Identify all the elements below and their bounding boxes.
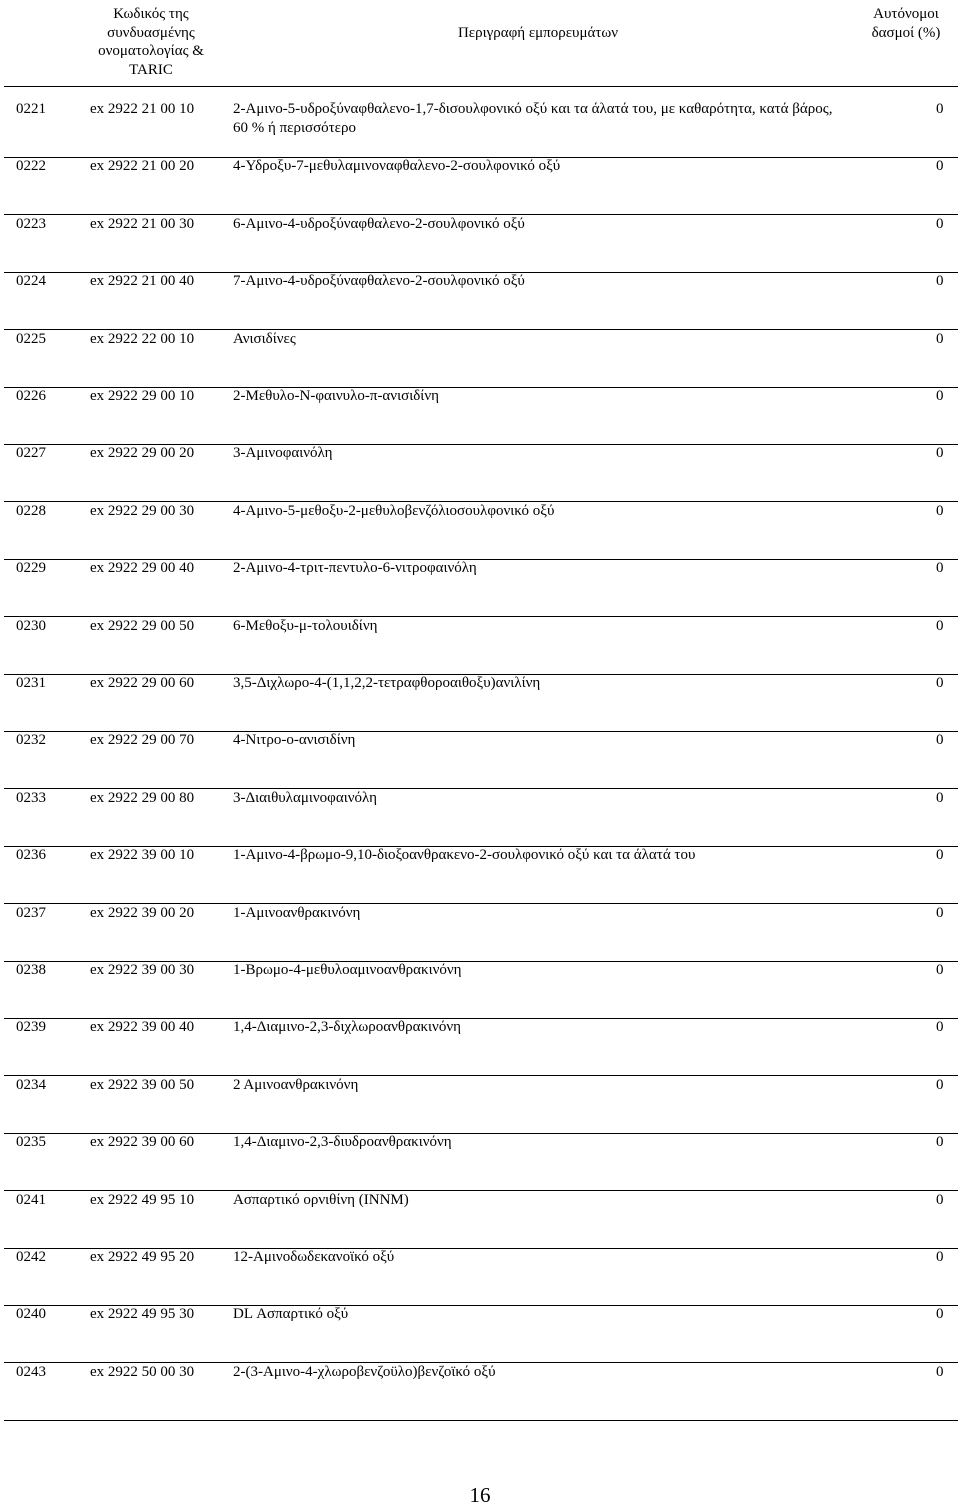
cn-code: ex 2922 29 00 70: [90, 732, 195, 749]
cn-code: ex 2922 21 00 30: [90, 215, 195, 232]
order-number: 0241: [16, 1191, 46, 1208]
cn-code: ex 2922 29 00 50: [90, 617, 195, 634]
duty-rate: 0: [936, 502, 944, 519]
goods-description: 6-Αμινο-4-υδροξύναφθαλενο-2-σουλφονικό οξύ: [233, 215, 525, 232]
cn-code: ex 2922 39 00 50: [90, 1076, 195, 1093]
cn-code: ex 2922 29 00 80: [90, 789, 195, 806]
page-number: 16: [469, 1483, 491, 1507]
cn-code: ex 2922 49 95 20: [90, 1249, 195, 1265]
duty-rate: 0: [936, 1363, 944, 1380]
cn-code: ex 2922 39 00 20: [90, 904, 195, 921]
order-number: 0227: [16, 445, 46, 462]
order-number: 0236: [16, 847, 46, 864]
duty-rate: 0: [936, 1249, 944, 1265]
duty-rate: 0: [936, 1306, 944, 1323]
goods-description: 3-Αμινοφαινόλη: [233, 445, 333, 462]
order-number: 0223: [16, 215, 46, 232]
duty-rate: 0: [936, 732, 944, 749]
cn-code: ex 2922 21 00 10: [90, 101, 195, 117]
order-number: 0238: [16, 962, 46, 978]
goods-description: 12-Αμινοδωδεκανοϊκό οξύ: [233, 1249, 395, 1265]
goods-description: 3-Διαιθυλαμινοφαινόλη: [233, 789, 377, 806]
goods-description: 4-Υδροξυ-7-μεθυλαμινοναφθαλενο-2-σουλφονικό οξύ: [233, 158, 561, 175]
order-number: 0226: [16, 388, 46, 404]
goods-description: 3,5-Διχλωρο-4-(1,1,2,2-τετραφθοροαιθοξυ)ανιλίνη: [233, 675, 541, 691]
order-number: 0222: [16, 158, 46, 175]
goods-description: 1-Αμινο-4-βρωμο-9,10-διοξοανθρακενο-2-σουλφονικό οξύ και τα άλατά του: [233, 847, 696, 864]
duty-rate: 0: [936, 1191, 944, 1208]
duty-rate: 0: [936, 158, 944, 175]
cn-code: ex 2922 39 00 30: [90, 962, 195, 978]
order-number: 0235: [16, 1134, 46, 1151]
cn-code: ex 2922 29 00 10: [90, 388, 195, 404]
duty-rate: 0: [936, 904, 944, 921]
header-rate-line: Αυτόνομοι: [873, 6, 939, 22]
header-code-line: συνδυασμένης: [107, 24, 195, 41]
order-number: 0233: [16, 789, 46, 806]
duty-rate: 0: [936, 388, 944, 404]
header-description-column: Περιγραφή εμπορευμάτων: [457, 25, 619, 41]
duty-rate: 0: [936, 215, 944, 232]
duty-rate: 0: [936, 330, 944, 347]
order-number: 0243: [16, 1363, 46, 1380]
goods-description: 1-Αμινοανθρακινόνη: [233, 904, 361, 921]
goods-description: 2-Μεθυλο-N-φαινυλο-π-ανισιδίνη: [233, 388, 439, 404]
cn-code: ex 2922 39 00 40: [90, 1019, 195, 1036]
table-header: [0, 0, 960, 86]
duty-rate: 0: [936, 273, 944, 290]
order-number: 0240: [16, 1306, 46, 1323]
duty-rate: 0: [936, 962, 944, 978]
cn-code: ex 2922 29 00 40: [90, 560, 195, 577]
goods-description: 4-Αμινο-5-μεθοξυ-2-μεθυλοβενζόλιοσουλφονικό οξύ: [233, 502, 555, 519]
goods-description: 6-Μεθοξυ-μ-τολουιδίνη: [233, 617, 378, 634]
order-number: 0224: [16, 273, 46, 290]
goods-description: 2-Αμινο-4-τριτ-πεντυλο-6-νιτροφαινόλη: [233, 560, 477, 577]
goods-description: 7-Αμινο-4-υδροξύναφθαλενο-2-σουλφονικό οξύ: [233, 273, 525, 290]
goods-description: 1-Βρωμο-4-μεθυλοαμινοανθρακινόνη: [233, 962, 462, 978]
cn-code: ex 2922 21 00 20: [90, 158, 195, 175]
header-rate-line: δασμοί (%): [871, 24, 941, 41]
duty-rate: 0: [936, 847, 944, 864]
duty-rate: 0: [936, 617, 944, 634]
duty-rate: 0: [936, 445, 944, 462]
header-divider: [4, 86, 958, 87]
duty-rate: 0: [936, 675, 944, 691]
goods-description: 4-Νιτρο-ο-ανισιδίνη: [233, 732, 356, 749]
goods-description: 2 Αμινοανθρακινόνη: [233, 1076, 359, 1093]
goods-description: 1,4-Διαμινο-2,3-διχλωροανθρακινόνη: [233, 1019, 461, 1036]
duty-rate: 0: [936, 560, 944, 577]
goods-description: 2-Αμινο-5-υδροξύναφθαλενο-1,7-δισουλφονικό οξύ και τα άλατά του, με καθαρότητα, κατά βάρος, 60 % ή περισσότερο: [233, 101, 833, 136]
cn-code: ex 2922 29 00 60: [90, 675, 195, 691]
duty-rate: 0: [936, 101, 944, 117]
header-code-line: Κωδικός της: [113, 6, 189, 22]
duty-rate: 0: [936, 1019, 944, 1036]
header-rate-column: [858, 5, 954, 42]
row-divider: [4, 1420, 958, 1421]
goods-description: DL Ασπαρτικό οξύ: [233, 1306, 349, 1323]
header-code-column: [88, 5, 214, 79]
order-number: 0232: [16, 732, 46, 749]
cn-code: ex 2922 50 00 30: [90, 1363, 195, 1380]
header-code-line: ονοματολογίας &: [98, 43, 204, 59]
header-code-line: TARIC: [129, 61, 173, 78]
cn-code: ex 2922 49 95 10: [90, 1191, 195, 1208]
cn-code: ex 2922 49 95 30: [90, 1306, 195, 1323]
goods-description: 1,4-Διαμινο-2,3-διυδροανθρακινόνη: [233, 1134, 452, 1151]
duty-rate: 0: [936, 1076, 944, 1093]
goods-description: Ανισιδίνες: [233, 330, 296, 347]
duty-rate: 0: [936, 789, 944, 806]
order-number: 0242: [16, 1249, 46, 1265]
cn-code: ex 2922 39 00 10: [90, 847, 195, 864]
order-number: 0231: [16, 675, 46, 691]
order-number: 0221: [16, 101, 46, 117]
order-number: 0237: [16, 904, 46, 921]
order-number: 0228: [16, 502, 46, 519]
order-number: 0234: [16, 1076, 46, 1093]
goods-description: 2-(3-Αμινο-4-χλωροβενζοϋλο)βενζοϊκό οξύ: [233, 1363, 496, 1380]
goods-description: Ασπαρτικό ορνιθίνη (INNM): [233, 1191, 409, 1208]
order-number: 0229: [16, 560, 46, 577]
cn-code: ex 2922 21 00 40: [90, 273, 195, 290]
order-number: 0225: [16, 330, 46, 347]
cn-code: ex 2922 29 00 20: [90, 445, 195, 462]
duty-rate: 0: [936, 1134, 944, 1151]
cn-code: ex 2922 29 00 30: [90, 502, 195, 519]
order-number: 0239: [16, 1019, 46, 1036]
order-number: 0230: [16, 617, 46, 634]
cn-code: ex 2922 39 00 60: [90, 1134, 195, 1151]
cn-code: ex 2922 22 00 10: [90, 330, 195, 347]
